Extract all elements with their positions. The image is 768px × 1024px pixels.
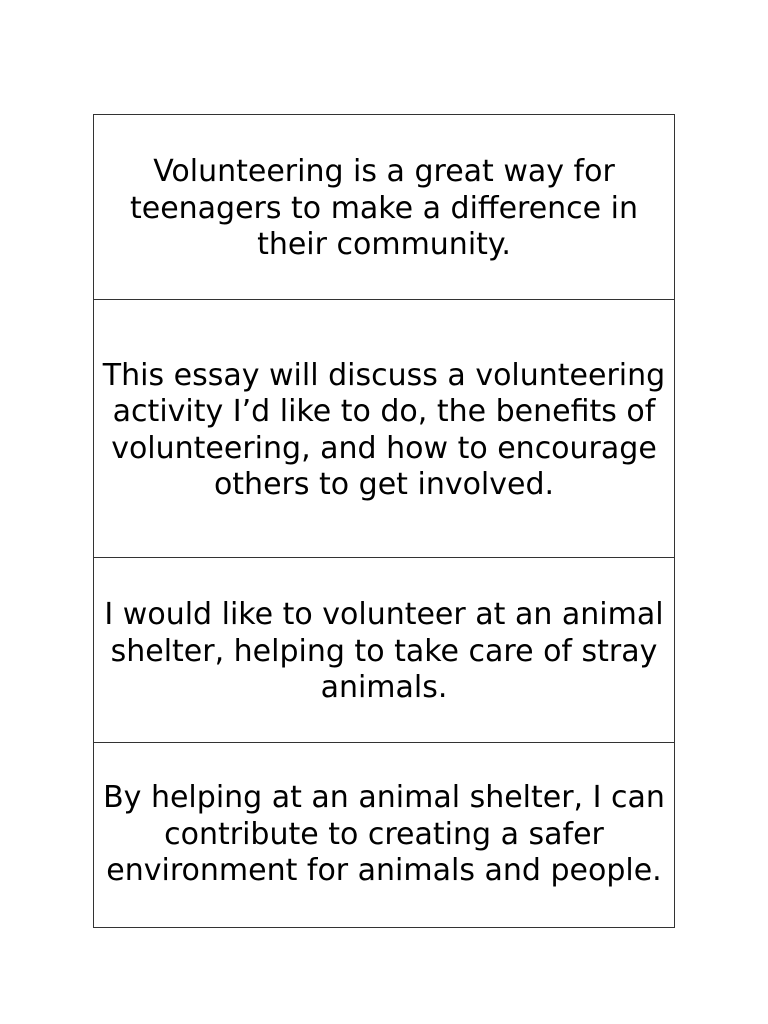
- sentence-card-3-text: I would like to volunteer at an animal shelter, helping to take care of stray animals.: [104, 597, 664, 706]
- sentence-card-stack: [93, 114, 675, 928]
- sentence-card-1: [94, 115, 674, 300]
- sentence-card-2-text: This essay will discuss a volunteering activity I’d like to do, the benefits of volunteering, and how to encourage others to get involved.: [102, 357, 666, 502]
- sentence-card-4-text: By helping at an animal shelter, I can contribute to creating a safer environment for animals and people.: [103, 780, 665, 888]
- sentence-card-1-text: Volunteering is a great way for teenagers to make a difference in their community.: [129, 154, 639, 263]
- sentence-card-3: [94, 558, 674, 743]
- sentence-card-2: [94, 300, 674, 558]
- sentence-card-4: [94, 743, 674, 927]
